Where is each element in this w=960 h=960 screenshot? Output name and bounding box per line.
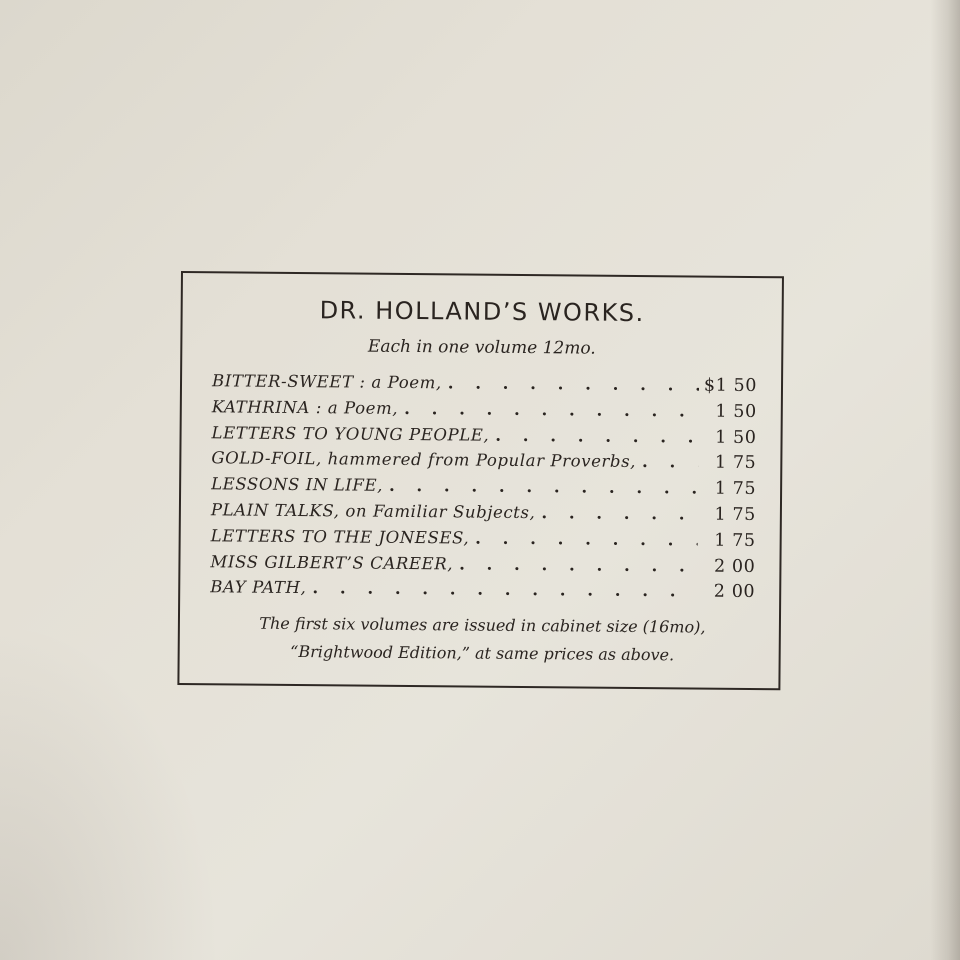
book-title: KATHRINA : a Poem, [211, 397, 399, 418]
book-price: 1 50 [715, 401, 757, 422]
book-price: 1 75 [714, 504, 756, 526]
ad-subtitle: Each in one volume 12mo. [367, 336, 596, 359]
book-title: LETTERS TO YOUNG PEOPLE, [211, 422, 490, 445]
ad-title: DR. HOLLAND’S WORKS. [319, 296, 645, 328]
book-title: PLAIN TALKS, on Familiar Subjects, [210, 500, 536, 523]
book-title: MISS GILBERT’S CAREER, [210, 551, 454, 573]
edition-note-line: “Brightwood Edition,” at same prices as above. [290, 641, 675, 665]
page-edge [930, 0, 960, 960]
book-title: GOLD-FOIL, hammered from Popular Proverbs, [211, 448, 637, 472]
edition-note-line: The first six volumes are issued in cabinet size (16mo), [259, 613, 706, 637]
book-price: 2 00 [713, 582, 756, 603]
book-list [210, 371, 757, 608]
dot-leader [489, 425, 698, 446]
book-price: 2 00 [713, 556, 756, 577]
book-title: LESSONS IN LIFE, [211, 474, 384, 495]
dot-leader [469, 528, 698, 549]
dot-leader [636, 452, 698, 472]
book-price: $1 50 [703, 375, 758, 397]
dot-leader [398, 399, 699, 421]
dot-leader [535, 503, 698, 523]
dot-leader [383, 476, 698, 498]
dot-leader [453, 554, 698, 575]
book-title: BITTER-SWEET : a Poem, [211, 371, 442, 393]
book-price: 1 75 [714, 478, 757, 500]
book-price: 1 75 [714, 453, 757, 474]
dot-leader [442, 373, 699, 394]
book-title: BAY PATH, [210, 577, 307, 598]
dot-leader [306, 578, 697, 600]
book-price: 1 75 [714, 530, 756, 551]
list-item [210, 578, 755, 609]
advertisement-box [177, 271, 784, 690]
book-title: LETTERS TO THE JONESES, [210, 526, 470, 548]
edition-note [210, 609, 755, 670]
book-price: 1 50 [715, 427, 757, 448]
